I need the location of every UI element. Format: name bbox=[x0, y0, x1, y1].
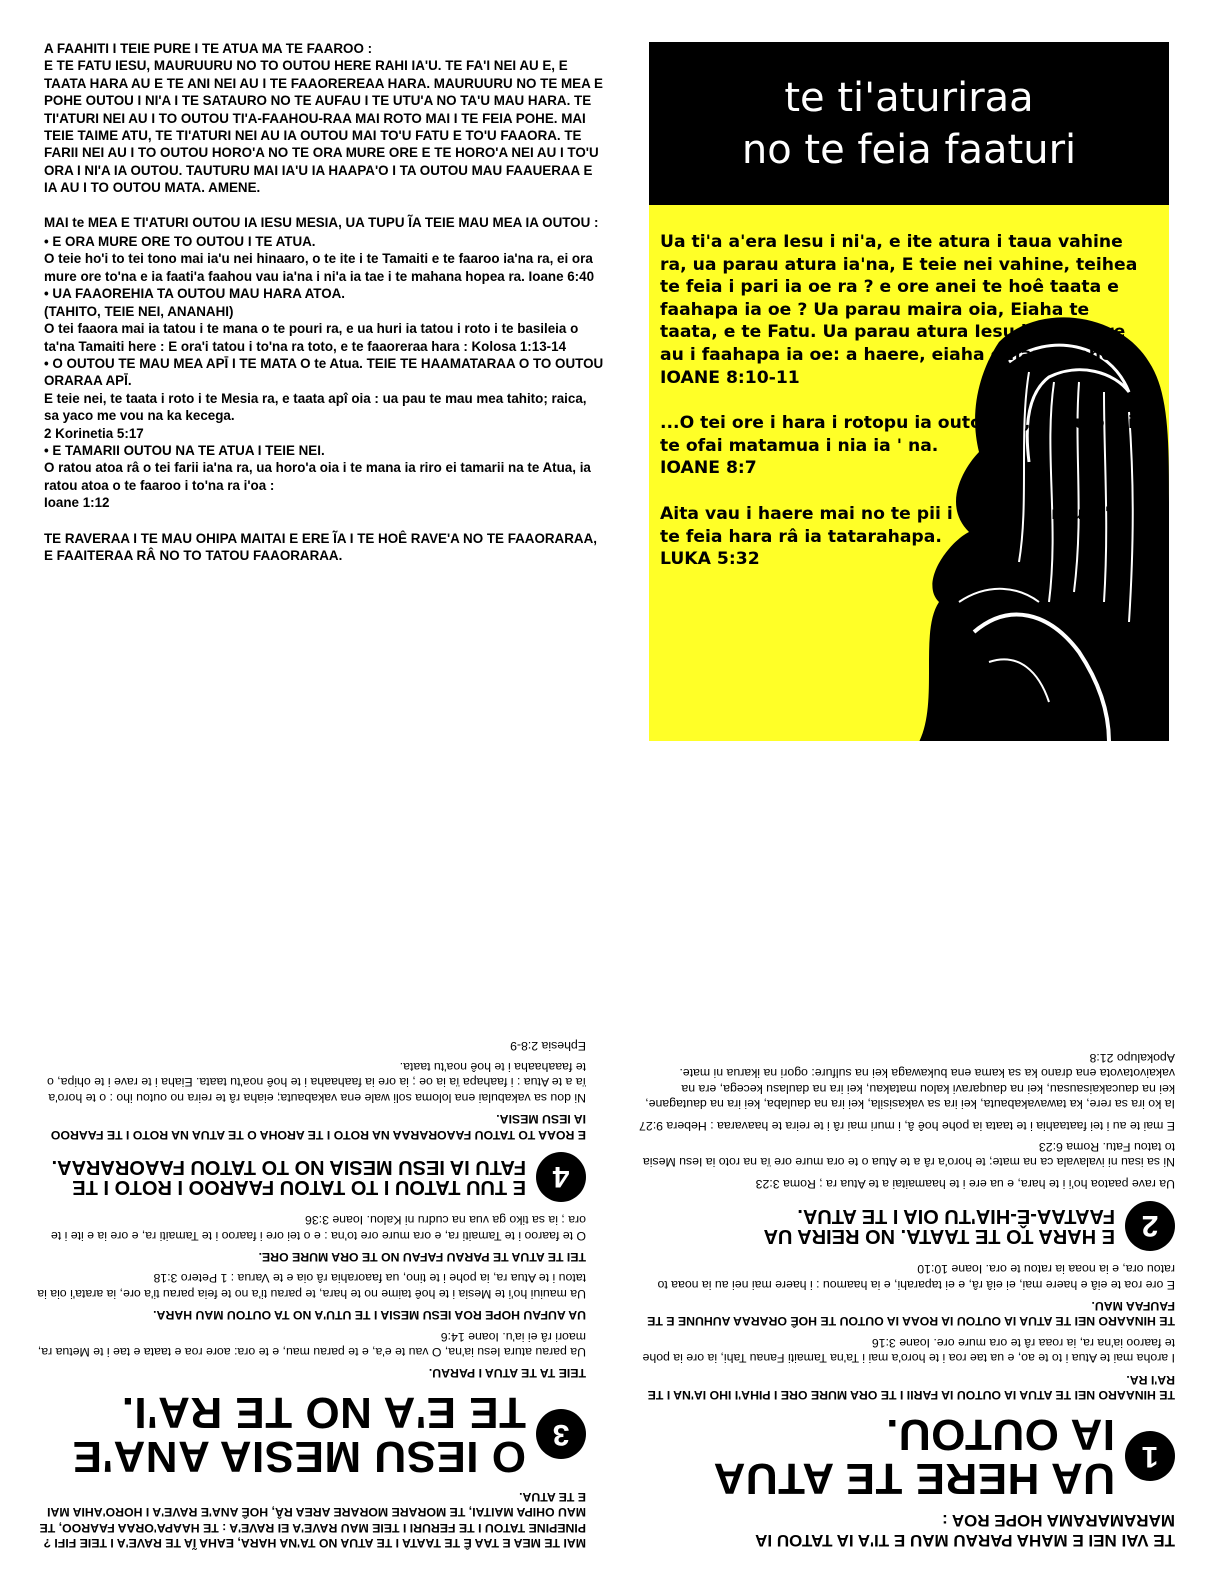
cover-panel bbox=[649, 42, 1169, 741]
section-3-e: TEI TE ATUA TE PARAU FAFAU NO TE ORA MURE ORE. bbox=[258, 1249, 586, 1264]
cover-quotes bbox=[660, 231, 1140, 594]
section-1-title-line-1: UA HERE TE ATUA bbox=[713, 1454, 1115, 1503]
section-3-b: Ua parau atura Iesu ia'na, O vau te e'a, e te parau mau, e te ora: aore roa e taata e tae i te Metua ra, maori râ ei ia'u. Ioane 14:6 bbox=[37, 1329, 586, 1359]
section-3-f: O te faaroo i te Tamaiti ra, e ora mure ore to'na : e o tei ore i faaroo i te Tamaiti ra, e ore ia e ite i te ora ; ia sa tiko ga vua na cudru ni Kalou. Ioane 3:36 bbox=[50, 1213, 586, 1243]
benefit-1-head: • E ORA MURE ORE TO OUTOU I TE ATUA. bbox=[44, 234, 316, 250]
section-2-title bbox=[630, 1201, 1175, 1251]
section-4-number: 4 bbox=[536, 1152, 586, 1202]
section-4-a: E ROAA TO TATOU FAAORARAA NA ROTO I TE AROHA O TE ATUA NA ROTO I TE FAAROO IA IESU MESIA. bbox=[50, 1112, 586, 1142]
section-1-c: TE HINAARO NEI TE ATUA IA OUTOU IA ROAA IA OUTOU TE HOÊ ORARAA AUHUNE E TE FAUFAA MAU. bbox=[647, 1298, 1175, 1329]
section-3-title bbox=[36, 1388, 586, 1482]
quote-luka-5-32: Aita vau i haere mai no te pii i te feia parau-ti'a, i te feia hara râ ia tatarahapa. LUKA 5:32 bbox=[660, 503, 1140, 570]
prayer-lead: MAI te MEA E TI'ATURI OUTOU IA IESU MESIA, UA TUPU ĨA TEIE MAU MEA IA OUTOU : bbox=[44, 214, 599, 230]
left-intro: MAI TE MEA E TAA Ê TE TAATA I TE ATUA NO TA'NA HARA, EAHA ĨA TE RAVE'A I TEIE FIFI ? PINEPINE TATOU I TE FERURI I TEIE MAU RAVE'A EI RAVE'A : TE HAAPA'ORAA FAAROO, TE MAU OHIPA MAITAI, TE MORARE MORARE AREA RÂ, HOÊ ANA'E RAVE'A I HORO'AHIA MAI E TE ATUA. bbox=[39, 1489, 586, 1550]
section-1-d: E ore roa te eiâ e haere mai, ei eiâ râ, e ei taparahi, e ia haamou : i haere mai nei au ia noaa to ratou ora, e ia noaa ia ratou te ora. Ioane 10:10 bbox=[657, 1262, 1175, 1292]
section-4-b: Ni dou sa vakabulai ena loloma soli wale ena vakabauta; eiaha râ te reira no outou iho : o te horo'a ïa a te Atua : i faahapa ïa ia oe ; ia ore ia faahaaha i te hoê noa'tu taata. Eiaha i te rave i te ohipa, o te faaahaaha i te hoê noa'tu taata. bbox=[46, 1060, 586, 1105]
section-2-title-line-1: E HARA TO TE TAATA. NO REIRA UA bbox=[763, 1224, 1115, 1247]
section-1-a: TE HINAARO NEI TE ATUA IA OUTOU IA FARII I TE ORA MURE ORE I PIHA'I IHO IA'NA I TE RA'I RA. bbox=[647, 1372, 1175, 1402]
section-4-title-line-1: E TUU TATOU I TO TATOU FAAROO I ROTO I TE bbox=[72, 1175, 526, 1198]
cover-title-line-2: no te feia faaturi bbox=[741, 127, 1077, 173]
prayer-intro: A FAAHITI I TEIE PURE I TE ATUA MA TE FAAROO : E TE FATU IESU, MAURUURU NO TO OUTOU HERE RAHI IA'U. TE FA'I NEI AU E, E TAATA HARA AU E TE ANI NEI AU I TE FAAOREREAA HARA. MAURUURU NO TE MEA E POHE OUTOU I NI'A I TE SATAURO NO TE AUFAU I TE UTU'A NO TA'U MAU HARA. TE TI'ATURI NEI AU I TO OUTOU TI'A-FAAHOU-RAA MAI ROTO MAI I TE FEIA POHE. MAI TEIE TAIME ATU, TE TI'ATURI NEI AU IA OUTOU MAI TO'U FATU E TO'U FAAORA. TE FARII NEI AU I TO OUTOU HORO'A NO TE ORA MURE ORE E TE HORO'A NEI AU I TO'U ORA I NI'A IA OUTOU. TAUTURU MAI IA'U IA HAAPA'O I TA OUTOU MAU FAAUERAA E IA AU I TO OUTOU MATA. AMENE. bbox=[44, 41, 603, 196]
section-1-b: I aroha mai te Atua i to te ao, e ua tae roa i te horo'a mai i Ta'na Tamaiti Fanau Tahi, ia ore ia pohe te faaroo ia'na ra, ia roaa râ te ora mure ore. Ioane 3:16 bbox=[642, 1335, 1175, 1366]
prayer-panel bbox=[44, 40, 604, 564]
section-3-number: 3 bbox=[536, 1409, 586, 1459]
quote-ioane-8-10: Ua ti'a a'era Iesu i ni'a, e ite atura i taua vahine ra, ua parau atura ia'na, E teie nei vahine, teihea te feia i pari ia oe ra ? e ore anei te hoê taata e faahapa ia oe ? Ua parau maira oia, Eiaha te taata, e te Fatu. Ua parau atura Iesu ia'na, Aore au i faahapa ia oe: a haere, eiaha e hara faahou. IOANE 8:10-11 bbox=[660, 232, 1138, 388]
section-4-title-line-2: FATU IA IESU MESIA NO TO TATOU FAAORARAA. bbox=[51, 1155, 526, 1178]
benefit-2-text: O tei faaora mai ia tatou i te mana o te pouri ra, e ua huri ia tatou i roto i te basileia o ta'na Tamaiti here : E ora'i tatou i to'na ra toto, e te faaoreraa hara : Kolosa 1:13-14 bbox=[44, 321, 579, 354]
quote-ioane-8-7: ...O tei ore i hara i rotopu ia outou na, e tuu oia i te ofai matamua i nia ia ' na. IOANE 8:7 bbox=[660, 413, 1134, 479]
section-2-b: Ni sa isau ni ivalavala ca na mate; te horo'a râ a te Atua o te ora mure ore ïa na roto ia Iesu Mesia to tatou Fatu. Roma 6:23 bbox=[642, 1139, 1175, 1170]
closing-statement: TE RAVERAA I TE MAU OHIPA MAITAI E ERE ĨA I TE HOÊ RAVE'A NO TE FAAORARAA, E FAAITERAA RÂ NO TO TATOU FAAORARAA. bbox=[44, 530, 597, 563]
cover-title bbox=[649, 42, 1169, 205]
section-1-number: 1 bbox=[1125, 1431, 1175, 1481]
section-3-d: Ua mauiui ho'i te Mesia i te hoê taime no te hara, te parau ti'a no te feia parau ti'a ore, ia arata'i oia ia tatou i te Atua ra, ia pohe i te tino, ua faaorahia râ oia e te Varua : 1 Petero 3:18 bbox=[37, 1271, 586, 1301]
cover-title-line-1: te ti'aturiraa bbox=[784, 75, 1034, 121]
benefit-2-head: • UA FAAOREHIA TA OUTOU MAU HARA ATOA. (TAHITO, TEIE NEI, ANANAHI) bbox=[44, 286, 346, 319]
section-3-title-line-2: TE E'A NO TE RA'I. bbox=[121, 1388, 526, 1438]
right-intro: TE VAI NEI E MAHA PARAU MAU E TI'A IA TATOU IA MARAMARAMA HOPE ROA : bbox=[755, 1511, 1175, 1550]
benefit-3-head: • O OUTOU TE MAU MEA APĪ I TE MATA O te Atua. TEIE TE HAAMATARAA O TO OUTOU ORARAA APĪ. bbox=[44, 355, 604, 389]
benefit-3-text: E teie nei, te taata i roto i te Mesia ra, e taata apî oia : ua pau te mau mea tahito; raica, sa yaco me vou na ka kecega. 2 Korinetia 5:17 bbox=[44, 390, 587, 441]
section-1-title bbox=[630, 1410, 1175, 1503]
section-3-a: TEIE TA TE ATUA I PARAU. bbox=[428, 1366, 586, 1381]
section-1-title-line-2: IA OUTOU. bbox=[885, 1410, 1115, 1459]
section-2-d: Ia ko ira sa rere, ka tawavakabauta, kei ira sa vakasisila, kei ira na daulaba, kei ira na dautagane, kei na daucakaisausau, kei na dauqaravi kalou matakau, kei ira na daulasu kecega, era na vakaivotavota ena drano ka sa kama ena bukawaga kei na sulfure: ogori na ikarua ni mate. Apokalupo 21:8 bbox=[645, 1050, 1175, 1112]
benefit-4-text: O ratou atoa râ o tei farii ia'na ra, ua horo'a oia i te mana ia riro ei tamarii na te Atua, ia ratou atoa o te faaroo i to'na ra i'oa : Ioane 1:12 bbox=[44, 460, 591, 511]
section-4-title bbox=[36, 1152, 586, 1202]
panel-sections-1-2 bbox=[630, 830, 1175, 1550]
section-2-title-line-2: FAATAA-Ê-HIA'TU OIA I TE ATUA. bbox=[797, 1204, 1115, 1227]
panel-sections-3-4 bbox=[36, 830, 586, 1550]
section-3-title-line-1: O IESU MESIA ANA'E bbox=[72, 1432, 526, 1482]
section-3-c: UA AUFAU HOPE ROA IESU MESIA I TE UTU'A NO TA OUTOU MAU HARA. bbox=[153, 1308, 586, 1323]
section-2-number: 2 bbox=[1125, 1201, 1175, 1251]
benefit-4-head: • E TAMARII OUTOU NA TE ATUA I TEIE NEI. bbox=[44, 442, 325, 458]
benefit-1-text: O teie ho'i to tei tono mai ia'u nei hinaaro, o te ite i te Tamaiti e te faaroo ia'na ra, ei ora mure ore to'na e ia faati'a faahou vau ia'na i ni'a ia tae i te mahana hopea ra. Ioane 6:40 bbox=[44, 251, 595, 284]
section-4-ref: Ephesia 2:8-9 bbox=[510, 1038, 586, 1053]
section-2-c: E mai te au i tei faataahia i te taata ia pohe hoê â, i muri mai râ i te reira te haavaraa : Hebera 9:27 bbox=[639, 1118, 1175, 1133]
section-2-a: Ua rave paatoa ho'i i te hara, e ua ere i te haamaitai a te Atua ra ; Roma 3:23 bbox=[755, 1176, 1175, 1191]
